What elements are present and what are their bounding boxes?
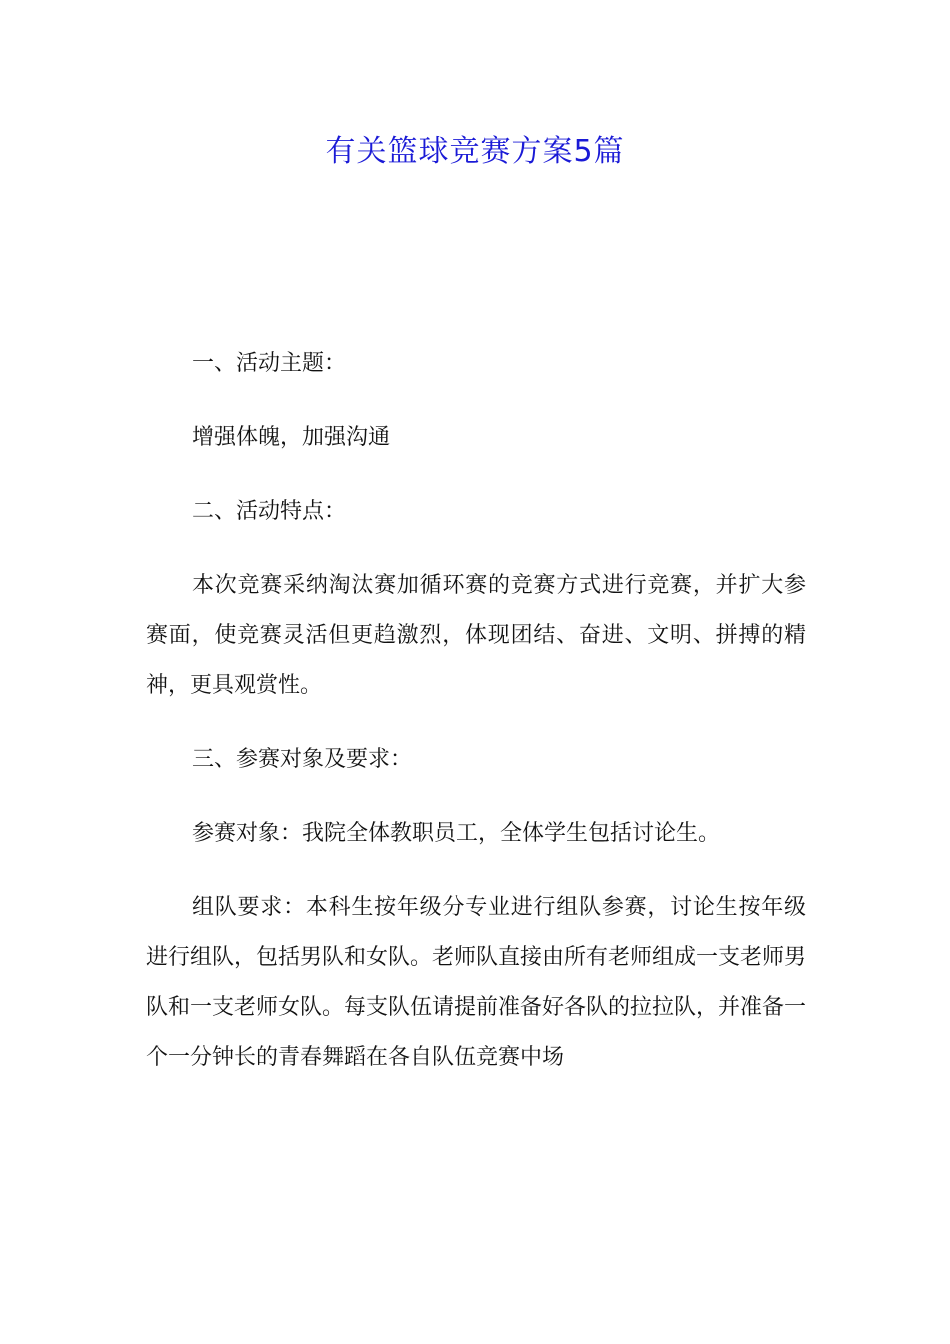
paragraph-team-requirements: 组队要求：本科生按年级分专业进行组队参赛，讨论生按年级进行组队，包括男队和女队。老师队直接由所有老师组成一支老师男队和一支老师女队。每支队伍请提前准备好各队的拉拉队，并准备一个一分钟长的青春舞蹈在各自队伍竞赛中场 xyxy=(146,895,807,1070)
section-heading-participants: 三、参赛对象及要求： xyxy=(192,747,413,772)
paragraph-theme: 增强体魄，加强沟通 xyxy=(192,425,391,450)
paragraph-features: 本次竞赛采纳淘汰赛加循环赛的竞赛方式进行竞赛，并扩大参赛面，使竞赛灵活但更趋激烈，体现团结、奋进、文明、拼搏的精神，更具观赏性。 xyxy=(146,573,806,698)
section-heading-features: 二、活动特点： xyxy=(192,499,347,524)
document-body xyxy=(146,339,806,1107)
section-heading-theme: 一、活动主题： xyxy=(192,351,347,376)
document-title: 有关篮球竞赛方案5篇 xyxy=(325,134,625,169)
paragraph-participants: 参赛对象：我院全体教职员工，全体学生包括讨论生。 xyxy=(192,821,721,846)
